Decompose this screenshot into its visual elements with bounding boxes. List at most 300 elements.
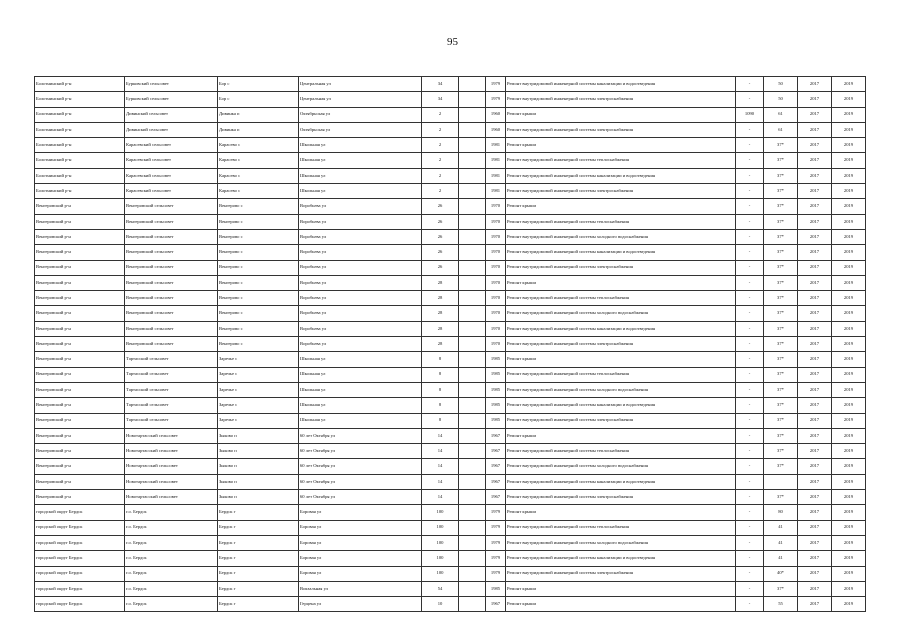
street-cell: Боровая ул xyxy=(299,505,422,520)
start-year-cell: 2017 xyxy=(798,428,832,443)
building-cell xyxy=(459,535,486,550)
building-cell xyxy=(459,398,486,413)
house-cell: 34 xyxy=(422,77,459,92)
start-year-cell: 2017 xyxy=(798,535,832,550)
end-year-cell: 2019 xyxy=(832,490,866,505)
end-year-cell: 2019 xyxy=(832,291,866,306)
settlement-cell: Бердск г xyxy=(218,535,299,550)
table-row xyxy=(35,566,866,581)
house-cell: 28 xyxy=(422,291,459,306)
settlement-cell: Венгерово с xyxy=(218,306,299,321)
area-cell: - xyxy=(736,229,764,244)
year-cell: 1979 xyxy=(486,535,506,550)
end-year-cell: 2019 xyxy=(832,321,866,336)
end-year-cell: 2019 xyxy=(832,199,866,214)
work-type-cell: Ремонт внутридомовой инженерной системы теплоснабжения xyxy=(506,520,736,535)
start-year-cell: 2017 xyxy=(798,413,832,428)
settlement-cell: Венгерово с xyxy=(218,275,299,290)
area-cell: - xyxy=(736,168,764,183)
work-type-cell: Ремонт крыши xyxy=(506,199,736,214)
district-cell: Венгеровский р-н xyxy=(35,275,125,290)
building-cell xyxy=(459,597,486,612)
end-year-cell: 2019 xyxy=(832,122,866,137)
table-row xyxy=(35,291,866,306)
area-cell: - xyxy=(736,260,764,275)
district-cell: городской округ Бердск xyxy=(35,597,125,612)
table-row xyxy=(35,245,866,260)
end-year-cell: 2019 xyxy=(832,306,866,321)
district-cell: городской округ Бердск xyxy=(35,520,125,535)
street-cell: Боровая ул xyxy=(299,520,422,535)
building-cell xyxy=(459,168,486,183)
work-type-cell: Ремонт внутридомовой инженерной системы канализации и водоотведения xyxy=(506,551,736,566)
municipality-cell: Тартасский сельсовет xyxy=(125,413,218,428)
table-row xyxy=(35,168,866,183)
settlement-cell: Бердск г xyxy=(218,505,299,520)
end-year-cell: 2019 xyxy=(832,367,866,382)
house-cell: 2 xyxy=(422,107,459,122)
work-type-cell: Ремонт крыши xyxy=(506,581,736,596)
house-cell: 14 xyxy=(422,474,459,489)
start-year-cell: 2017 xyxy=(798,184,832,199)
start-year-cell: 2017 xyxy=(798,153,832,168)
table-row xyxy=(35,352,866,367)
street-cell: Октябрьская ул xyxy=(299,122,422,137)
end-year-cell: 2019 xyxy=(832,551,866,566)
settlement-cell: Заречье с xyxy=(218,398,299,413)
year-cell: 1985 xyxy=(486,413,506,428)
house-cell: 100 xyxy=(422,535,459,550)
start-year-cell: 2017 xyxy=(798,520,832,535)
table-row xyxy=(35,321,866,336)
year-cell: 1970 xyxy=(486,214,506,229)
street-cell: Воробьева ул xyxy=(299,214,422,229)
start-year-cell: 2017 xyxy=(798,77,832,92)
municipality-cell: Бурковский сельсовет xyxy=(125,77,218,92)
area-cell: - xyxy=(736,138,764,153)
building-cell xyxy=(459,566,486,581)
district-cell: Болотнинский р-н xyxy=(35,138,125,153)
area-cell: - xyxy=(736,275,764,290)
year-cell: 1967 xyxy=(486,459,506,474)
table-row xyxy=(35,214,866,229)
work-type-cell: Ремонт внутридомовой инженерной системы канализации и водоотведения xyxy=(506,321,736,336)
year-cell: 1967 xyxy=(486,474,506,489)
wear-cell: 61 xyxy=(764,107,798,122)
settlement-cell: Зыково п xyxy=(218,474,299,489)
building-cell xyxy=(459,474,486,489)
area-cell: - xyxy=(736,474,764,489)
start-year-cell: 2017 xyxy=(798,459,832,474)
table-row xyxy=(35,184,866,199)
settlement-cell: Венгерово с xyxy=(218,229,299,244)
street-cell: 60 лет Октября ул xyxy=(299,444,422,459)
district-cell: городской округ Бердск xyxy=(35,581,125,596)
building-cell xyxy=(459,107,486,122)
street-cell: Воробьева ул xyxy=(299,291,422,306)
municipality-cell: Новотартасский сельсовет xyxy=(125,474,218,489)
street-cell: Школьная ул xyxy=(299,184,422,199)
district-cell: Венгеровский р-н xyxy=(35,382,125,397)
start-year-cell: 2017 xyxy=(798,199,832,214)
work-type-cell: Ремонт внутридомовой инженерной системы теплоснабжения xyxy=(506,214,736,229)
end-year-cell: 2019 xyxy=(832,77,866,92)
wear-cell: 37* xyxy=(764,382,798,397)
building-cell xyxy=(459,413,486,428)
building-cell xyxy=(459,306,486,321)
year-cell: 1970 xyxy=(486,199,506,214)
building-cell xyxy=(459,291,486,306)
table-row xyxy=(35,535,866,550)
building-cell xyxy=(459,229,486,244)
start-year-cell: 2017 xyxy=(798,352,832,367)
year-cell: 1985 xyxy=(486,382,506,397)
street-cell: 60 лет Октября ул xyxy=(299,428,422,443)
year-cell: 1970 xyxy=(486,337,506,352)
district-cell: Венгеровский р-н xyxy=(35,428,125,443)
table-row xyxy=(35,413,866,428)
start-year-cell: 2017 xyxy=(798,260,832,275)
table-row xyxy=(35,597,866,612)
house-cell: 28 xyxy=(422,321,459,336)
end-year-cell: 2019 xyxy=(832,520,866,535)
start-year-cell: 2017 xyxy=(798,444,832,459)
area-cell: - xyxy=(736,291,764,306)
street-cell: Воробьева ул xyxy=(299,306,422,321)
start-year-cell: 2017 xyxy=(798,291,832,306)
settlement-cell: Заречье с xyxy=(218,413,299,428)
end-year-cell: 2019 xyxy=(832,597,866,612)
area-cell: - xyxy=(736,444,764,459)
table-row xyxy=(35,77,866,92)
area-cell: - xyxy=(736,92,764,107)
wear-cell: 37* xyxy=(764,337,798,352)
settlement-cell: Венгерово с xyxy=(218,199,299,214)
district-cell: городской округ Бердск xyxy=(35,566,125,581)
building-cell xyxy=(459,551,486,566)
table-row xyxy=(35,520,866,535)
house-cell: 14 xyxy=(422,490,459,505)
municipality-cell: Дивинский сельсовет xyxy=(125,107,218,122)
building-cell xyxy=(459,260,486,275)
house-cell: 2 xyxy=(422,122,459,137)
end-year-cell: 2019 xyxy=(832,337,866,352)
year-cell: 1960 xyxy=(486,107,506,122)
municipality-cell: Дивинский сельсовет xyxy=(125,122,218,137)
year-cell: 1960 xyxy=(486,122,506,137)
municipality-cell: Венгеровский сельсовет xyxy=(125,321,218,336)
street-cell: 60 лет Октября ул xyxy=(299,459,422,474)
year-cell: 1970 xyxy=(486,291,506,306)
work-type-cell: Ремонт внутридомовой инженерной системы электроснабжения xyxy=(506,413,736,428)
settlement-cell: Бердск г xyxy=(218,581,299,596)
municipality-cell: Венгеровский сельсовет xyxy=(125,199,218,214)
settlement-cell: Бердск г xyxy=(218,597,299,612)
start-year-cell: 2017 xyxy=(798,566,832,581)
table-row xyxy=(35,428,866,443)
start-year-cell: 2017 xyxy=(798,229,832,244)
house-cell: 2 xyxy=(422,184,459,199)
street-cell: Воробьева ул xyxy=(299,337,422,352)
work-type-cell: Ремонт внутридомовой инженерной системы канализации и водоотведения xyxy=(506,474,736,489)
work-type-cell: Ремонт внутридомовой инженерной системы канализации и водоотведения xyxy=(506,77,736,92)
street-cell: Центральная ул xyxy=(299,77,422,92)
work-type-cell: Ремонт крыши xyxy=(506,107,736,122)
building-cell xyxy=(459,199,486,214)
building-cell xyxy=(459,138,486,153)
work-type-cell: Ремонт крыши xyxy=(506,352,736,367)
building-cell xyxy=(459,581,486,596)
end-year-cell: 2019 xyxy=(832,581,866,596)
start-year-cell: 2017 xyxy=(798,382,832,397)
district-cell: Болотнинский р-н xyxy=(35,107,125,122)
municipality-cell: Венгеровский сельсовет xyxy=(125,337,218,352)
settlement-cell: Венгерово с xyxy=(218,291,299,306)
area-cell: 1090 xyxy=(736,107,764,122)
house-cell: 100 xyxy=(422,520,459,535)
municipality-cell: г.о. Бердск xyxy=(125,551,218,566)
street-cell: Школьная ул xyxy=(299,367,422,382)
year-cell: 1967 xyxy=(486,444,506,459)
wear-cell: 37* xyxy=(764,168,798,183)
house-cell: 100 xyxy=(422,551,459,566)
building-cell xyxy=(459,444,486,459)
settlement-cell: Заречье с xyxy=(218,367,299,382)
wear-cell: 37* xyxy=(764,245,798,260)
street-cell: Воробьева ул xyxy=(299,260,422,275)
end-year-cell: 2019 xyxy=(832,413,866,428)
end-year-cell: 2019 xyxy=(832,382,866,397)
district-cell: Болотнинский р-н xyxy=(35,77,125,92)
area-cell: - xyxy=(736,367,764,382)
settlement-cell: Венгерово с xyxy=(218,321,299,336)
district-cell: Венгеровский р-н xyxy=(35,398,125,413)
wear-cell: 37* xyxy=(764,367,798,382)
street-cell: Боровая ул xyxy=(299,566,422,581)
district-cell: Болотнинский р-н xyxy=(35,92,125,107)
house-cell: 10 xyxy=(422,597,459,612)
wear-cell: 37* xyxy=(764,428,798,443)
area-cell: - xyxy=(736,321,764,336)
area-cell: - xyxy=(736,122,764,137)
work-type-cell: Ремонт внутридомовой инженерной системы холодного водоснабжения xyxy=(506,306,736,321)
house-cell: 100 xyxy=(422,566,459,581)
start-year-cell: 2017 xyxy=(798,138,832,153)
work-type-cell: Ремонт крыши xyxy=(506,505,736,520)
municipality-cell: Новотартасский сельсовет xyxy=(125,444,218,459)
area-cell: - xyxy=(736,398,764,413)
building-cell xyxy=(459,122,486,137)
work-type-cell: Ремонт внутридомовой инженерной системы электроснабжения xyxy=(506,92,736,107)
work-type-cell: Ремонт внутридомовой инженерной системы теплоснабжения xyxy=(506,367,736,382)
start-year-cell: 2017 xyxy=(798,306,832,321)
building-cell xyxy=(459,77,486,92)
end-year-cell: 2019 xyxy=(832,505,866,520)
settlement-cell: Зыково п xyxy=(218,459,299,474)
end-year-cell: 2019 xyxy=(832,444,866,459)
year-cell: 1985 xyxy=(486,367,506,382)
area-cell: - xyxy=(736,490,764,505)
area-cell: - xyxy=(736,245,764,260)
end-year-cell: 2019 xyxy=(832,459,866,474)
wear-cell: 41 xyxy=(764,535,798,550)
year-cell: 1985 xyxy=(486,398,506,413)
year-cell: 1979 xyxy=(486,505,506,520)
start-year-cell: 2017 xyxy=(798,398,832,413)
district-cell: Венгеровский р-н xyxy=(35,291,125,306)
building-cell xyxy=(459,428,486,443)
area-cell: - xyxy=(736,184,764,199)
settlement-cell: Карасево с xyxy=(218,184,299,199)
work-type-cell: Ремонт внутридомовой инженерной системы теплоснабжения xyxy=(506,153,736,168)
wear-cell: 37* xyxy=(764,352,798,367)
municipality-cell: Венгеровский сельсовет xyxy=(125,260,218,275)
street-cell: Воробьева ул xyxy=(299,321,422,336)
street-cell: Воробьева ул xyxy=(299,275,422,290)
table-row xyxy=(35,138,866,153)
area-cell: - xyxy=(736,153,764,168)
settlement-cell: Венгерово с xyxy=(218,214,299,229)
end-year-cell: 2019 xyxy=(832,352,866,367)
wear-cell: 37* xyxy=(764,214,798,229)
district-cell: Венгеровский р-н xyxy=(35,199,125,214)
district-cell: Болотнинский р-н xyxy=(35,153,125,168)
settlement-cell: Дивинка п xyxy=(218,122,299,137)
work-type-cell: Ремонт крыши xyxy=(506,428,736,443)
year-cell: 1967 xyxy=(486,490,506,505)
table-row xyxy=(35,229,866,244)
building-cell xyxy=(459,505,486,520)
house-cell: 28 xyxy=(422,275,459,290)
building-cell xyxy=(459,92,486,107)
wear-cell: 37* xyxy=(764,321,798,336)
wear-cell: 37* xyxy=(764,413,798,428)
building-cell xyxy=(459,337,486,352)
building-cell xyxy=(459,352,486,367)
table-row xyxy=(35,490,866,505)
year-cell: 1979 xyxy=(486,551,506,566)
table-row xyxy=(35,122,866,137)
table-row xyxy=(35,444,866,459)
area-cell: - xyxy=(736,520,764,535)
table-row xyxy=(35,260,866,275)
start-year-cell: 2017 xyxy=(798,505,832,520)
street-cell: Боровая ул xyxy=(299,551,422,566)
house-cell: 28 xyxy=(422,337,459,352)
wear-cell: 37* xyxy=(764,138,798,153)
municipality-cell: Новотартасский сельсовет xyxy=(125,428,218,443)
municipality-cell: Карасевский сельсовет xyxy=(125,168,218,183)
year-cell: 1979 xyxy=(486,77,506,92)
municipality-cell: Карасевский сельсовет xyxy=(125,138,218,153)
house-cell: 34 xyxy=(422,92,459,107)
end-year-cell: 2019 xyxy=(832,535,866,550)
building-cell xyxy=(459,382,486,397)
start-year-cell: 2017 xyxy=(798,474,832,489)
district-cell: Венгеровский р-н xyxy=(35,413,125,428)
area-cell: - xyxy=(736,566,764,581)
table-row xyxy=(35,306,866,321)
year-cell: 1970 xyxy=(486,275,506,290)
settlement-cell: Бердск г xyxy=(218,520,299,535)
work-type-cell: Ремонт внутридомовой инженерной системы теплоснабжения xyxy=(506,444,736,459)
area-cell: - xyxy=(736,337,764,352)
wear-cell: 37* xyxy=(764,581,798,596)
house-cell: 14 xyxy=(422,428,459,443)
house-cell: 28 xyxy=(422,306,459,321)
house-cell: 2 xyxy=(422,168,459,183)
area-cell: - xyxy=(736,551,764,566)
table-row xyxy=(35,398,866,413)
settlement-cell: Венгерово с xyxy=(218,337,299,352)
settlement-cell: Дивинка п xyxy=(218,107,299,122)
street-cell: Школьная ул xyxy=(299,398,422,413)
house-cell: 8 xyxy=(422,413,459,428)
table-row xyxy=(35,382,866,397)
building-cell xyxy=(459,321,486,336)
district-cell: Венгеровский р-н xyxy=(35,229,125,244)
area-cell: - xyxy=(736,535,764,550)
district-cell: Венгеровский р-н xyxy=(35,490,125,505)
year-cell: 1979 xyxy=(486,566,506,581)
work-type-cell: Ремонт внутридомовой инженерной системы электроснабжения xyxy=(506,490,736,505)
wear-cell: 37* xyxy=(764,153,798,168)
area-cell: - xyxy=(736,199,764,214)
municipality-cell: г.о. Бердск xyxy=(125,581,218,596)
building-cell xyxy=(459,153,486,168)
year-cell: 1970 xyxy=(486,260,506,275)
wear-cell: 37* xyxy=(764,199,798,214)
building-cell xyxy=(459,459,486,474)
end-year-cell: 2019 xyxy=(832,428,866,443)
municipality-cell: Венгеровский сельсовет xyxy=(125,291,218,306)
street-cell: Воробьева ул xyxy=(299,229,422,244)
work-type-cell: Ремонт внутридомовой инженерной системы теплоснабжения xyxy=(506,291,736,306)
building-cell xyxy=(459,490,486,505)
municipality-cell: Венгеровский сельсовет xyxy=(125,245,218,260)
district-cell: Венгеровский р-н xyxy=(35,459,125,474)
district-cell: Венгеровский р-н xyxy=(35,245,125,260)
year-cell: 1979 xyxy=(486,520,506,535)
district-cell: Венгеровский р-н xyxy=(35,352,125,367)
house-cell: 26 xyxy=(422,245,459,260)
end-year-cell: 2019 xyxy=(832,168,866,183)
house-cell: 26 xyxy=(422,229,459,244)
wear-cell: 37* xyxy=(764,398,798,413)
district-cell: Венгеровский р-н xyxy=(35,260,125,275)
street-cell: Школьная ул xyxy=(299,413,422,428)
district-cell: Болотнинский р-н xyxy=(35,122,125,137)
street-cell: Школьная ул xyxy=(299,352,422,367)
year-cell: 1967 xyxy=(486,597,506,612)
area-cell: - xyxy=(736,352,764,367)
settlement-cell: Зыково п xyxy=(218,444,299,459)
municipality-cell: Тартасский сельсовет xyxy=(125,367,218,382)
municipality-cell: г.о. Бердск xyxy=(125,505,218,520)
start-year-cell: 2017 xyxy=(798,107,832,122)
start-year-cell: 2017 xyxy=(798,581,832,596)
wear-cell xyxy=(764,474,798,489)
area-cell: - xyxy=(736,413,764,428)
end-year-cell: 2019 xyxy=(832,566,866,581)
house-cell: 8 xyxy=(422,352,459,367)
wear-cell: 50 xyxy=(764,77,798,92)
street-cell: Воробьева ул xyxy=(299,199,422,214)
municipality-cell: Венгеровский сельсовет xyxy=(125,306,218,321)
area-cell: - xyxy=(736,77,764,92)
building-cell xyxy=(459,275,486,290)
district-cell: Венгеровский р-н xyxy=(35,367,125,382)
